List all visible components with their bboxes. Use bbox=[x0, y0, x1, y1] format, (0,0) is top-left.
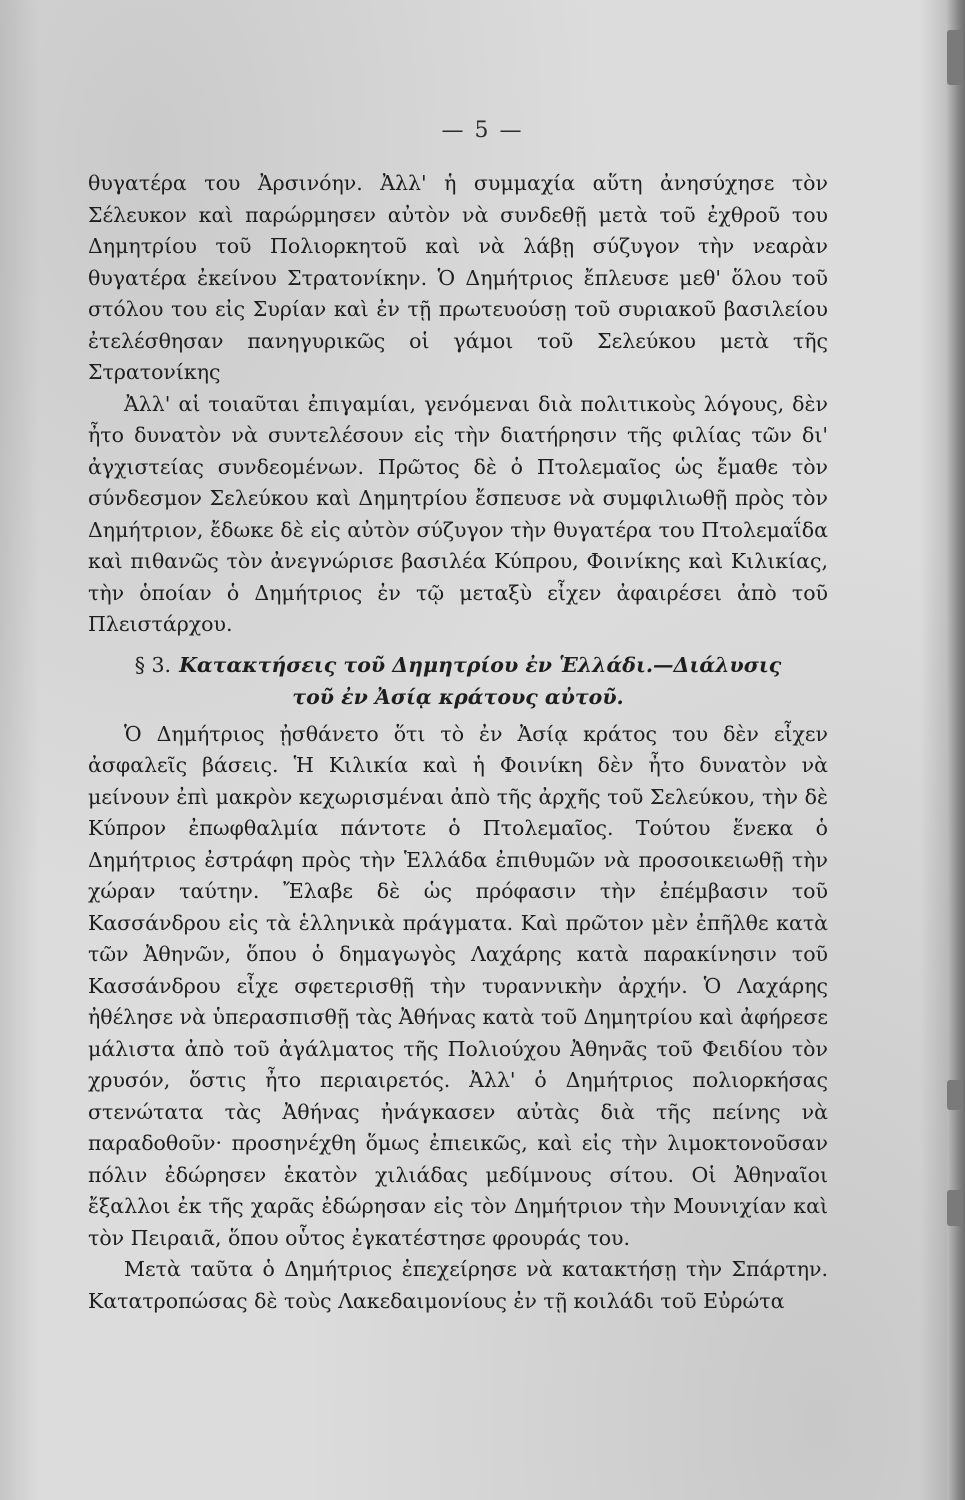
paragraph: Μετὰ ταῦτα ὁ Δημήτριος ἐπεχείρησε νὰ κατακτήσῃ τὴν Σπάρτην. Κατατροπώσας δὲ τοὺς Λακεδαιμονίους ἐν τῇ κοιλάδι τοῦ Εὐρώτα bbox=[88, 1257, 828, 1313]
page-edge bbox=[947, 0, 965, 1500]
section-number: § 3. bbox=[134, 652, 172, 677]
body-text bbox=[88, 168, 828, 1317]
page-number: — 5 — bbox=[441, 118, 524, 143]
section-title-line2: τοῦ ἐν Ἀσίᾳ κράτους αὐτοῦ. bbox=[292, 684, 624, 709]
section-title-line1: Κατακτήσεις τοῦ Δημητρίου ἐν Ἑλλάδι.—Διάλυσις bbox=[179, 652, 782, 677]
edge-tear bbox=[947, 30, 961, 85]
paragraph: Ὁ Δημήτριος ᾐσθάνετο ὅτι τὸ ἐν Ἀσίᾳ κράτος του δὲν εἶχεν ἀσφαλεῖς βάσεις. Ἡ Κιλικία καὶ ἡ Φοινίκη δὲν ἦτο δυνατὸν νὰ μείνουν ἐπὶ μακρὸν κεχωρισμέναι ἀπὸ τῆς ἀρχῆς τοῦ Σελεύκου, τὴν δὲ Κύπρον ἐπωφθαλμία πάντοτε ὁ Πτολεμαῖος. Τούτου ἕνεκα ὁ Δημήτριος ἐστράφη πρὸς τὴν Ἑλλάδα ἐπιθυμῶν νὰ προσοικειωθῇ τὴν χώραν ταύτην. Ἔλαβε δὲ ὡς πρόφασιν τὴν ἐπέμβασιν τοῦ Κασσάνδρου εἰς τὰ ἑλληνικὰ πράγματα. Καὶ πρῶτον μὲν ἐπῆλθε κατὰ τῶν Ἀθηνῶν, ὅπου ὁ δημαγωγὸς Λαχάρης κατὰ παρακίνησιν τοῦ Κασσάνδρου εἶχε σφετερισθῇ τὴν τυραννικὴν ἀρχήν. Ὁ Λαχάρης ἠθέλησε νὰ ὑπερασπισθῇ τὰς Ἀθήνας κατὰ τοῦ Δημητρίου καὶ ἀφήρεσε μάλιστα ἀπὸ τοῦ ἀγάλματος τῆς Πολιούχου Ἀθηνᾶς τοῦ Φειδίου τὸν χρυσόν, ὅστις ἦτο περιαιρετός. Ἀλλ' ὁ Δημήτριος πολιορκήσας στενώτατα τὰς Ἀθήνας ἠνάγκασεν αὐτὰς διὰ τῆς πείνης νὰ παραδοθοῦν· προσηνέχθη ὅμως ἐπιεικῶς, καὶ εἰς τὴν λιμοκτονοῦσαν πόλιν ἐδώρησεν ἑκατὸν χιλιάδας μεδίμνους σίτου. Οἱ Ἀθηναῖοι ἔξαλλοι ἐκ τῆς χαρᾶς ἐδώρησαν εἰς τὸν Δημήτριον τὴν Μουνιχίαν καὶ τὸν Πειραιᾶ, ὅπου οὗτος ἐγκατέστησε φρουράς του. bbox=[88, 721, 828, 1250]
paragraph: Ἀλλ' αἱ τοιαῦται ἐπιγαμίαι, γενόμεναι διὰ πολιτικοὺς λόγους, δὲν ἦτο δυνατὸν νὰ συντελέσουν εἰς τὴν διατήρησιν τῆς φιλίας τῶν δι' ἀγχιστείας συνδεομένων. Πρῶτος δὲ ὁ Πτολεμαῖος ὡς ἔμαθε τὸν σύνδεσμον Σελεύκου καὶ Δημητρίου ἔσπευσε νὰ συμφιλιωθῇ πρὸς τὸν Δημήτριον, ἔδωκε δὲ εἰς αὐτὸν σύζυγον τὴν θυγατέρα του Πτολεμαΐδα καὶ πιθανῶς τὸν ἀνεγνώρισε βασιλέα Κύπρου, Φοινίκης καὶ Κιλικίας, τὴν ὁποίαν ὁ Δημήτριος ἐν τῷ μεταξὺ εἶχεν ἀφαιρέσει ἀπὸ τοῦ Πλειστάρχου. bbox=[88, 391, 828, 636]
section-heading bbox=[88, 649, 828, 713]
edge-tear bbox=[947, 1190, 961, 1226]
paragraph: θυγατέρα του Ἀρσινόην. Ἀλλ' ἡ συμμαχία αὕτη ἀνησύχησε τὸν Σέλευκον καὶ παρώρμησεν αὐτὸν νὰ συνδεθῇ μετὰ τοῦ ἐχθροῦ του Δημητρίου τοῦ Πολιορκητοῦ καὶ νὰ λάβῃ σύζυγον τὴν νεαρὰν θυγατέρα ἐκείνου Στρατονίκην. Ὁ Δημήτριος ἔπλευσε μεθ' ὅλου τοῦ στόλου του εἰς Συρίαν καὶ ἐν τῇ πρωτευούσῃ τοῦ συριακοῦ βασιλείου ἐτελέσθησαν πανηγυρικῶς οἱ γάμοι τοῦ Σελεύκου μετὰ τῆς Στρατονίκης bbox=[88, 171, 828, 384]
edge-tear bbox=[947, 1080, 961, 1110]
